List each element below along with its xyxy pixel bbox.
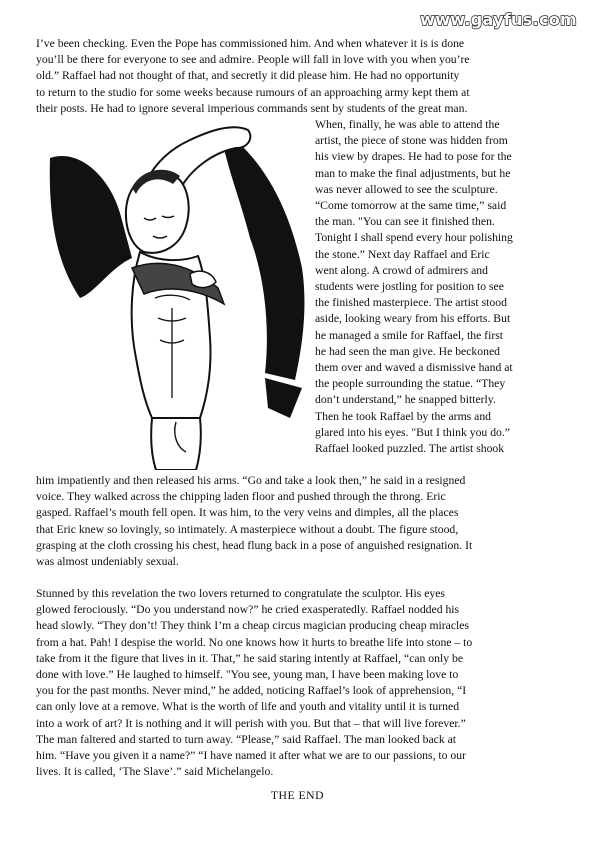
text-line: gasped. Raffael’s mouth fell open. It was him, to the very veins and dimples, all the places [36, 506, 459, 520]
text-line: done with love.” He laughed to himself. "You see, young man, I have been making love to [36, 668, 459, 682]
text-line: him impatiently and then released his arms. “Go and take a look then,” he said in a resigned [36, 474, 466, 487]
background-shading [50, 156, 132, 298]
text-line: that Eric knew so lovingly, so intimately. A masterpiece without a doubt. The figure stood, [36, 522, 459, 536]
text-line: I’ve been checking. Even the Pope has commissioned him. And when whatever it is is done [36, 37, 465, 50]
text-line: he managed a smile for Raffael, the first [315, 328, 504, 342]
text-line: man to make the final adjustments, but he [315, 166, 511, 180]
paragraph-2 [36, 473, 560, 570]
text-line: don’t understand,” he snapped bitterly. [315, 393, 496, 407]
text-line: voice. They walked across the chipping laden floor and pushed through the throng. Eric [36, 490, 446, 504]
text-line: head slowly. “They don’t! They think I’m a cheap circus magician producing cheap miracles [36, 619, 470, 633]
text-line: you’ll be there for everyone to see and admire. People will fall in love with you when you’re [36, 53, 470, 67]
hand-grip [190, 271, 216, 287]
text-line: him. “Have you given it a name?” “I have named it after what we are to our passions, to our [36, 749, 467, 763]
text-line: you for the past months. Never mind,” he added, noticing Raffael’s look of apprehension, “I [36, 684, 467, 698]
text-line: was never allowed to see the sculpture. [315, 182, 498, 196]
text-line: aside, looking weary from his efforts. But [315, 312, 511, 326]
text-line: from a hat. Pah! I despise the world. No one knows how it hurts to breathe life into stone – to [36, 635, 473, 649]
text-line: Raffael looked puzzled. The artist shook [315, 442, 505, 456]
wrapped-text-column [315, 117, 563, 457]
text-line: into a work of art? It is nothing and it will perish with you. But that – that will live forever.” [36, 716, 466, 730]
text-line: “Come tomorrow at the same time,” said [315, 199, 507, 213]
text-line: was almost undeniably sexual. [36, 555, 179, 569]
text-line: Stunned by this revelation the two lovers returned to congratulate the sculptor. His eyes [36, 587, 445, 600]
text-line: the finished masterpiece. The artist stood [315, 296, 507, 310]
text-line: glowed ferociously. “Do you understand now?” he cried exasperatedly. Raffael nodded his [36, 603, 460, 617]
text-line: students were jostling for position to see [315, 280, 504, 294]
text-line: lives. It is called, ‘The Slave’.” said Michelangelo. [36, 765, 274, 779]
text-line: his view by drapes. He had to pose for the [315, 150, 512, 164]
legs [151, 418, 201, 470]
paragraph-1 [36, 36, 560, 117]
text-line: the man. "You can see it finished then. [315, 215, 495, 229]
text-line: When, finally, he was able to attend the [315, 118, 500, 131]
text-line: Tonight I shall spend every hour polishing [315, 231, 513, 245]
text-line: grasping at the cloth crossing his chest, head flung back in a pose of anguished resignation. It [36, 538, 473, 552]
text-line: he had seen the man give. He beckoned [315, 344, 500, 358]
text-line: take from it the figure that lives in it. That,” he said staring intently at Raffael, “can only be [36, 651, 464, 665]
text-line: their posts. He had to ignore several imperious commands sent by students of the great man. [36, 101, 468, 115]
text-line: Then he took Raffael by the arms and [315, 409, 492, 423]
site-watermark: www.gayfus.com [420, 10, 577, 29]
paragraph-3 [36, 586, 560, 780]
text-line: The man faltered and started to turn away. “Please,” said Raffael. The man looked back at [36, 732, 457, 746]
text-line: the people surrounding the statue. “They [315, 377, 506, 391]
text-line: them over and waved a dismissive hand at [315, 361, 513, 375]
text-line: old.” Raffael had not thought of that, and secretly it did please him. He had no opportunity [36, 69, 460, 83]
text-line: went along. A crowd of admirers and [315, 263, 488, 277]
text-line: glared into his eyes. "But I think you do.” [315, 425, 510, 439]
text-line: artist, the piece of stone was hidden from [315, 134, 508, 148]
the-end-label: THE END [270, 789, 325, 802]
text-line: can only love at a remove. What is the worth of life and youth and vitality until it is turned [36, 700, 460, 714]
sculpture-illustration [40, 118, 312, 470]
text-line: the stone.” Next day Raffael and Eric [315, 247, 490, 261]
text-line: to return to the studio for some weeks because rumours of an approaching army kept them at [36, 85, 470, 99]
